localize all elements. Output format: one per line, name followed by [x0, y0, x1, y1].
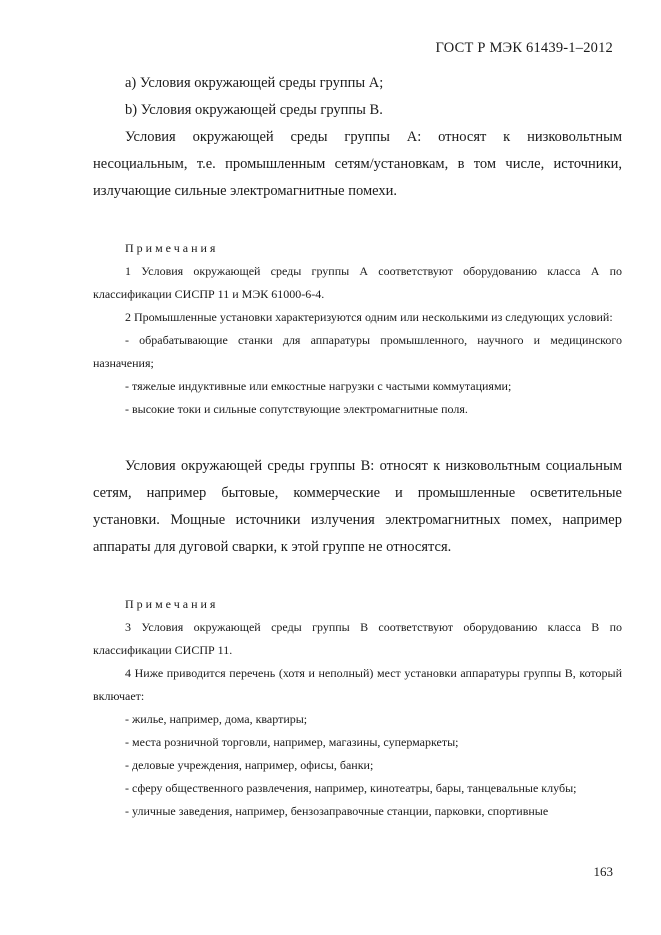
note-list-item: - деловые учреждения, например, офисы, банки;: [125, 758, 374, 772]
list-item-a: a) Условия окружающей среды группы А;: [125, 75, 384, 91]
note-list-item: - обрабатывающие станки для аппаратуры промышленного, научного и медицинского назначения;: [93, 333, 622, 370]
note-list-item: - жилье, например, дома, квартиры;: [125, 712, 308, 726]
note-3: 3 Условия окружающей среды группы В соответствуют оборудованию класса В по классификации СИСПР 11.: [93, 620, 622, 657]
list-item-b: b) Условия окружающей среды группы В.: [125, 102, 383, 118]
page-number: 163: [593, 864, 613, 879]
note-4: 4 Ниже приводится перечень (хотя и неполный) мест установки аппаратуры группы В, который включает:: [93, 666, 622, 703]
document-header: ГОСТ Р МЭК 61439-1–2012: [435, 40, 613, 56]
note-list-item: - уличные заведения, например, бензозаправочные станции, парковки, спортивные: [125, 804, 549, 818]
note-1: 1 Условия окружающей среды группы А соответствуют оборудованию класса А по классификации СИСПР 11 и МЭК 61000-6-4.: [93, 264, 622, 301]
note-list-item: - тяжелые индуктивные или емкостные нагрузки с частыми коммутациями;: [125, 379, 512, 393]
notes-heading: Примечания: [125, 597, 219, 611]
note-list-item: - высокие токи и сильные сопутствующие электромагнитные поля.: [125, 402, 468, 416]
note-list-item: - сферу общественного развлечения, например, кинотеатры, бары, танцевальные клубы;: [125, 781, 577, 795]
page-content: [93, 70, 622, 823]
note-2: 2 Промышленные установки характеризуются одним или несколькими из следующих условий:: [125, 310, 613, 324]
group-a-paragraph: Условия окружающей среды группы А: относят к низковольтным несоциальным, т.е. промышленным сетям/установкам, в том числе, источники, излучающие сильные электромагнитные помехи.: [93, 129, 622, 199]
notes-heading: Примечания: [125, 241, 219, 255]
note-list-item: - места розничной торговли, например, магазины, супермаркеты;: [125, 735, 459, 749]
group-b-paragraph: Условия окружающей среды группы В: относят к низковольтным социальным сетям, например бытовые, коммерческие и промышленные осветительные установки. Мощные источники излучения электромагнитных помех, например аппараты для дуговой сварки, к этой группе не относятся.: [93, 458, 622, 555]
